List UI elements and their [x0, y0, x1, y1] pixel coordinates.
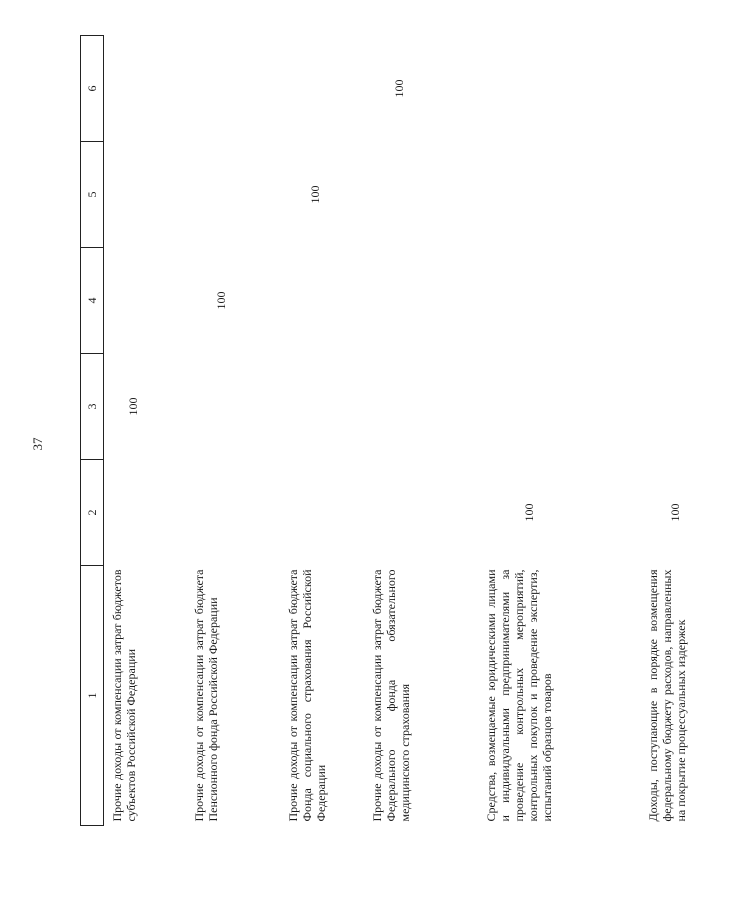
header-col-3: 3 — [81, 354, 104, 460]
table-row — [104, 36, 193, 826]
cell-col-2 — [104, 460, 193, 566]
cell-col-4 — [104, 248, 193, 354]
cell-col-2 — [286, 460, 370, 566]
revenue-table — [80, 35, 740, 826]
cell-col-6 — [484, 36, 646, 142]
row-label: Прочие доходы от компенсации затрат бюджета Пенсионного фонда Российской Федерации — [192, 569, 220, 822]
cell-col-6 — [286, 36, 370, 142]
cell-col-3 — [646, 354, 740, 460]
cell-col-4 — [370, 248, 484, 354]
header-col-5: 5 — [81, 142, 104, 248]
cell-col-4 — [484, 248, 646, 354]
cell-col-4 — [286, 248, 370, 354]
row-label: Доходы, поступающие в порядке возмещения федеральному бюджету расходов, направленных на покрытие процессуальных издержек — [646, 569, 688, 822]
cell-col-5: 100 — [308, 185, 322, 204]
cell-col-5 — [104, 142, 193, 248]
page-number: 37 — [30, 437, 45, 451]
cell-col-2: 100 — [522, 503, 536, 522]
cell-col-5 — [370, 142, 484, 248]
cell-col-5 — [646, 142, 740, 248]
cell-col-6: 100 — [392, 79, 406, 98]
table-row — [484, 36, 646, 826]
cell-col-6 — [646, 36, 740, 142]
header-col-6: 6 — [81, 36, 104, 142]
cell-col-2: 100 — [668, 503, 682, 522]
table-row — [286, 36, 370, 826]
cell-col-5 — [192, 142, 286, 248]
row-label: Средства, возмещаемые юридическими лицами и индивидуальными предпринимателями за проведение контрольных мероприятий, контрольных покупок и проведение экспертиз, испытаний образцов товаров — [484, 569, 554, 822]
header-col-4: 4 — [81, 248, 104, 354]
header-row — [81, 36, 104, 826]
cell-col-5 — [484, 142, 646, 248]
cell-col-2 — [370, 460, 484, 566]
header-col-1: 1 — [81, 566, 104, 826]
cell-col-6 — [104, 36, 193, 142]
cell-col-3 — [484, 354, 646, 460]
cell-col-4 — [646, 248, 740, 354]
row-label: Прочие доходы от компенсации затрат бюджета Фонда социального страхования Российской Федерации — [286, 569, 328, 822]
table-row — [370, 36, 484, 826]
cell-col-3: 100 — [126, 397, 140, 416]
cell-col-6 — [192, 36, 286, 142]
table-row — [192, 36, 286, 826]
cell-col-3 — [370, 354, 484, 460]
table-wrapper — [80, 36, 688, 826]
rotated-table-area — [80, 36, 688, 826]
cell-col-2 — [192, 460, 286, 566]
cell-col-3 — [286, 354, 370, 460]
table-row — [646, 36, 740, 826]
cell-col-3 — [192, 354, 286, 460]
row-label: Прочие доходы от компенсации затрат бюджетов субъектов Российской Федерации — [110, 569, 138, 822]
row-label: Прочие доходы от компенсации затрат бюджета Федерального фонда обязательного медицинского страхования — [370, 569, 412, 822]
header-col-2: 2 — [81, 460, 104, 566]
cell-col-4: 100 — [214, 291, 228, 310]
